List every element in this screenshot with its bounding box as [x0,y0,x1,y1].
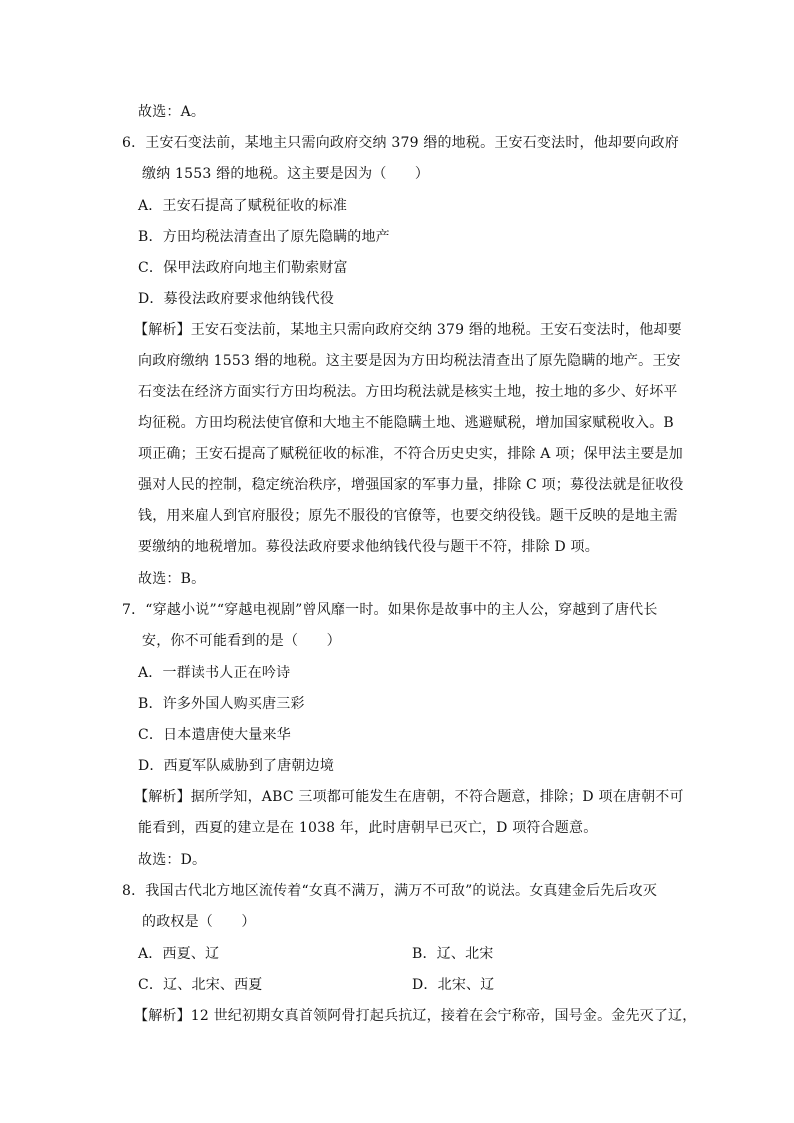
q7-analysis-line-2: 能看到，西夏的建立是在 1038 年，此时唐朝早已灭亡，D 项符合题意。 [138,820,598,836]
q6-analysis-line-6: 强对人民的控制，稳定统治秩序，增强国家的军事力量，排除 C 项；募役法就是征收役 [138,477,684,493]
q6-analysis-line-2: 向政府缴纳 1553 缗的地税。这主要是因为方田均税法清查出了原先隐瞒的地产。王安 [138,353,681,369]
q6-option-b: B．方田均税法清查出了原先隐瞒的地产 [138,229,390,245]
q8-stem-line-2: 的政权是（ ） [142,914,256,930]
q6-option-c: C．保甲法政府向地主们勒索财富 [138,260,348,276]
q8-stem-line-1: 8．我国古代北方地区流传着“女真不满万，满万不可敌”的说法。女真建金后先后攻灭 [122,883,658,899]
q6-answer: 故选：B。 [138,571,206,587]
q7-option-d: D．西夏军队威胁到了唐朝边境 [138,758,335,774]
q6-option-d: D．募役法政府要求他纳钱代役 [138,291,335,307]
q7-option-b: B．许多外国人购买唐三彩 [138,696,305,712]
q6-analysis-line-3: 石变法在经济方面实行方田均税法。方田均税法就是核实土地，按土地的多少、好坏平 [138,384,678,400]
q6-analysis-line-7: 钱，用来雇人到官府服役；原先不服役的官僚等，也要交纳役钱。题干反映的是地主需 [138,508,678,524]
q6-analysis-line-5: 项正确；王安石提高了赋税征收的标准，不符合历史史实，排除 A 项；保甲法主要是加 [138,446,684,462]
q8-option-a: A．西夏、辽 [138,946,220,962]
q8-analysis-line-1: 【解析】12 世纪初期女真首领阿骨打起兵抗辽，接着在会宁称帝，国号金。金先灭了辽， [134,1008,697,1024]
q7-option-c: C．日本遣唐使大量来华 [138,727,291,743]
q7-stem-line-2: 安，你不可能看到的是（ ） [142,633,341,649]
q7-stem-line-1: 7．“穿越小说”“穿越电视剧”曾风靡一时。如果你是故事中的主人公，穿越到了唐代长 [122,602,658,618]
q6-stem-line-2: 缴纳 1553 缗的地税。这主要是因为（ ） [142,166,430,182]
q6-analysis-line-8: 要缴纳的地税增加。募役法政府要求他纳钱代役与题干不符，排除 D 项。 [138,539,599,555]
q7-analysis-line-1: 【解析】据所学知，ABC 三项都可能发生在唐朝，不符合题意，排除；D 项在唐朝不可 [134,789,684,805]
q8-option-d: D．北宋、辽 [412,977,495,993]
q8-option-b: B．辽、北宋 [412,946,494,962]
q6-analysis-line-1: 【解析】王安石变法前，某地主只需向政府交纳 379 缗的地税。王安石变法时，他却要 [134,322,682,338]
q7-option-a: A．一群读书人正在吟诗 [138,665,291,681]
q6-option-a: A．王安石提高了赋税征收的标准 [138,198,348,214]
q6-analysis-line-4: 均征税。方田均税法使官僚和大地主不能隐瞒土地、逃避赋税，增加国家赋税收入。B [138,415,674,431]
q5-answer: 故选：A。 [138,104,206,120]
q6-stem-line-1: 6．王安石变法前，某地主只需向政府交纳 379 缗的地税。王安石变法时，他却要向政府 [122,135,679,151]
q7-answer: 故选：D。 [138,852,207,868]
q8-option-c: C．辽、北宋、西夏 [138,977,263,993]
